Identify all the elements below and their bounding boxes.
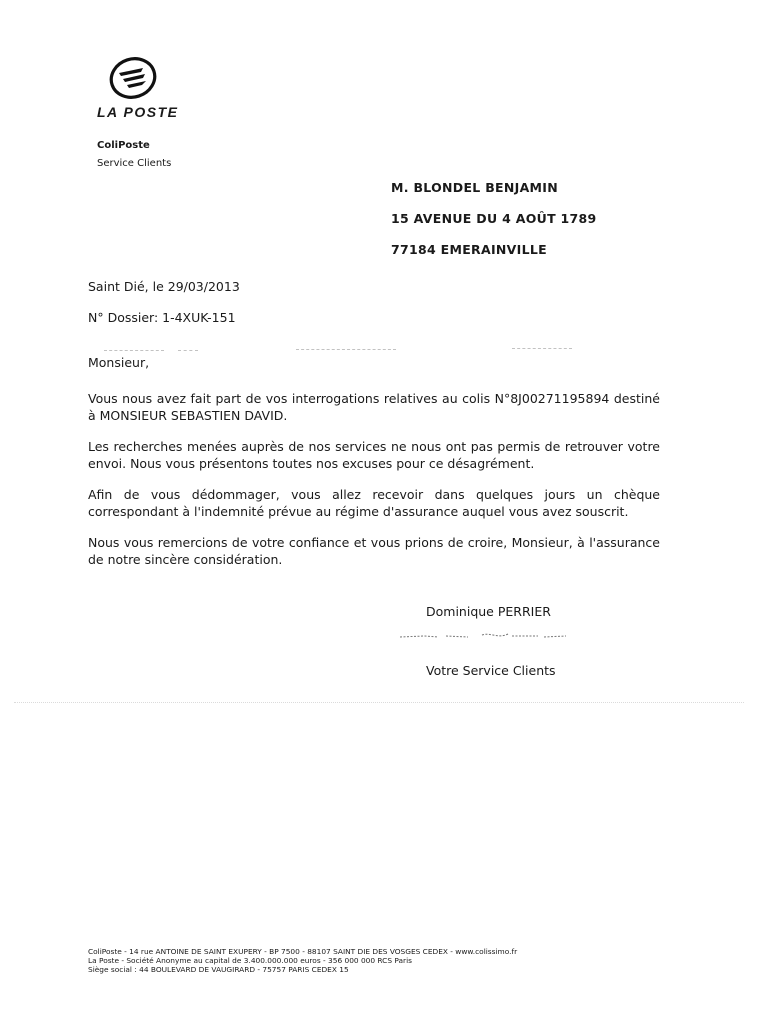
letter-body	[88, 354, 660, 582]
footer-line-company: La Poste - Société Anonyme au capital de 3.400.000.000 euros - 356 000 000 RCS Paris	[88, 956, 412, 965]
recipient-name: M. BLONDEL BENJAMIN	[391, 180, 559, 195]
salutation: Monsieur,	[88, 355, 150, 370]
recipient-street: 15 AVENUE DU 4 AOÛT 1789	[391, 211, 597, 226]
footer-line-address: ColiPoste - 14 rue ANTOINE DE SAINT EXUPERY - BP 7500 - 88107 SAINT DIE DES VOSGES CEDEX - www.colissimo.fr	[88, 947, 518, 956]
letter-paragraph: Nous vous remercions de votre confiance et vous prions de croire, Monsieur, à l'assurance de notre sincère considération.	[88, 535, 660, 567]
letter-paragraph: Les recherches menées auprès de nos services ne nous ont pas permis de retrouver votre envoi. Nous vous présentons toutes nos excuses pour ce désagrément.	[88, 439, 660, 471]
dossier-number: N° Dossier: 1-4XUK-151	[88, 310, 236, 325]
letter-paragraph: Afin de vous dédommager, vous allez recevoir dans quelques jours un chèque correspondant à l'indemnité prévue au régime d'assurance auquel vous avez souscrit.	[88, 487, 660, 519]
signatory-service: Votre Service Clients	[426, 663, 556, 678]
la-poste-bird-icon	[108, 54, 158, 102]
sender-company: ColiPoste	[97, 140, 150, 151]
footer	[88, 947, 517, 974]
scan-artifact	[14, 702, 744, 704]
sender-department: Service Clients	[97, 158, 172, 169]
sender-block	[97, 137, 171, 173]
scan-artifact	[296, 349, 396, 351]
signatory-name: Dominique PERRIER	[426, 604, 551, 619]
signature-scribble	[398, 628, 570, 642]
letter-paragraph: Vous nous avez fait part de vos interrogations relatives au colis N°8J00271195894 destiné à MONSIEUR SEBASTIEN DAVID.	[88, 391, 660, 423]
footer-line-headquarters: Siège social : 44 BOULEVARD DE VAUGIRARD - 75757 PARIS CEDEX 15	[88, 965, 349, 974]
scan-artifact	[178, 350, 198, 352]
recipient-city: 77184 EMERAINVILLE	[391, 242, 547, 257]
brand-name: LA POSTE	[97, 104, 179, 120]
place-date: Saint Dié, le 29/03/2013	[88, 279, 240, 294]
scan-artifact	[104, 350, 164, 352]
scan-artifact	[512, 348, 572, 350]
recipient-address	[391, 172, 597, 265]
